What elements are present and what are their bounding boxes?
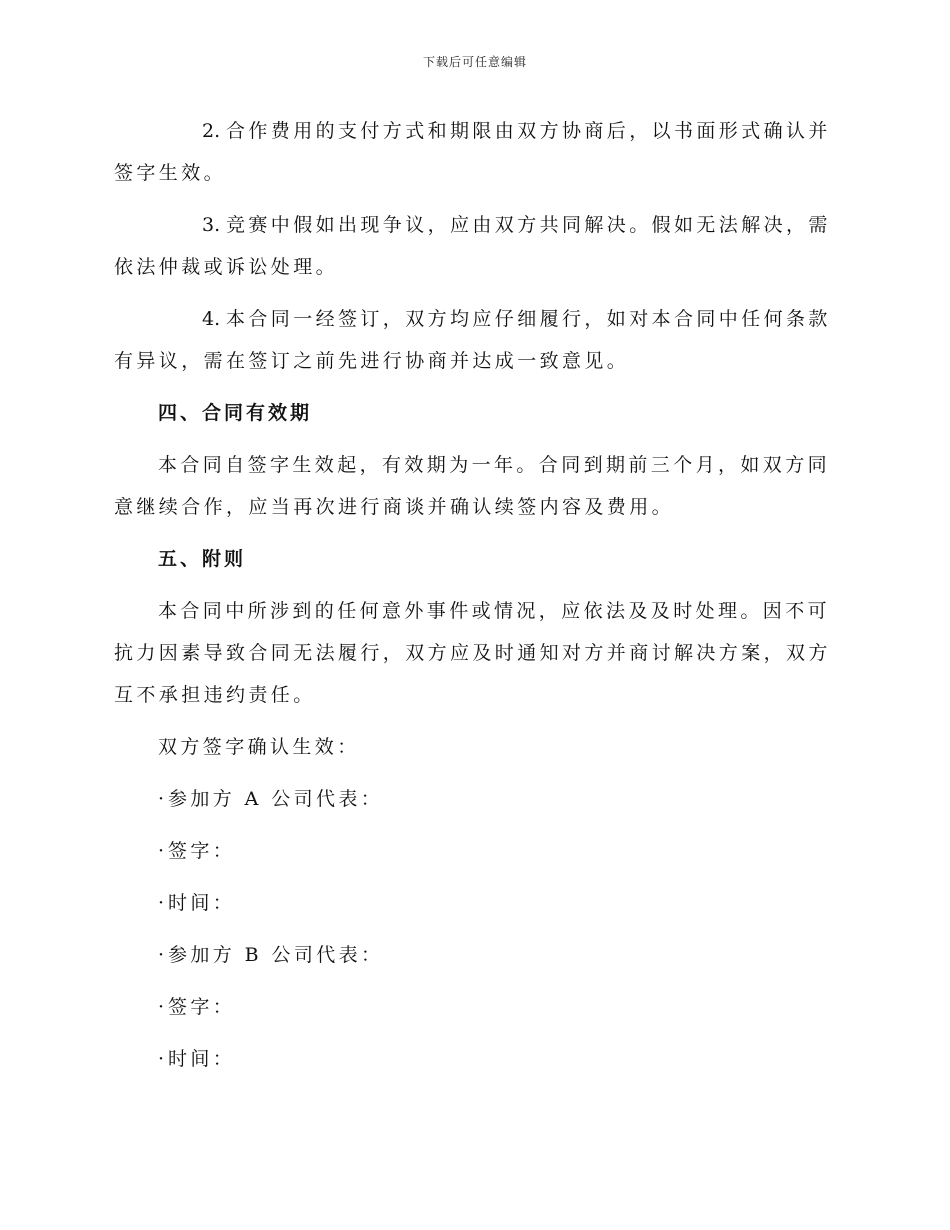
page-header: 下载后可任意编辑 <box>422 55 527 69</box>
clause-2 <box>114 110 834 194</box>
signature-intro: 双方签字确认生效： <box>158 736 360 758</box>
signature-line-label: 参加方 A 公司代表： <box>168 788 384 810</box>
bullet-dot-icon: · <box>158 840 165 862</box>
signature-line-party-b <box>114 934 834 976</box>
clause-text: 合作费用的支付方式和期限由双方协商后，以书面形式确认并签字生效。 <box>114 120 831 184</box>
signature-line-time-a <box>114 882 834 924</box>
clause-text: 本合同一经签订，双方均应仔细履行，如对本合同中任何条款有异议，需在签订之前先进行协商并达成一致意见。 <box>114 308 831 372</box>
clause-number: 3. <box>202 214 221 236</box>
signature-line-label: 签字： <box>168 996 236 1018</box>
signature-line-time-b <box>114 1038 834 1080</box>
bullet-dot-icon: · <box>158 1048 165 1070</box>
clause-number: 2. <box>202 120 221 142</box>
signature-line-label: 参加方 B 公司代表： <box>168 944 384 966</box>
bullet-dot-icon: · <box>158 892 165 914</box>
signature-line-sign-b <box>114 986 834 1028</box>
section-validity-body: 本合同自签字生效起，有效期为一年。合同到期前三个月，如双方同意继续合作，应当再次进行商谈并确认续签内容及费用。 <box>114 454 831 518</box>
signature-line-label: 时间： <box>168 892 236 914</box>
clause-text: 竞赛中假如出现争议，应由双方共同解决。假如无法解决，需依法仲裁或诉讼处理。 <box>114 214 831 278</box>
section-appendix-body: 本合同中所涉到的任何意外事件或情况，应依法及及时处理。因不可抗力因素导致合同无法履行，双方应及时通知对方并商讨解决方案，双方互不承担违约责任。 <box>114 600 831 706</box>
signature-line-sign-a <box>114 830 834 872</box>
clause-number: 4. <box>202 308 221 330</box>
signature-line-party-a <box>114 778 834 820</box>
section-heading-validity: 四、合同有效期 <box>158 402 313 424</box>
signature-line-label: 签字： <box>168 840 236 862</box>
bullet-dot-icon: · <box>158 944 165 966</box>
bullet-dot-icon: · <box>158 788 165 810</box>
clause-3 <box>114 204 834 288</box>
bullet-dot-icon: · <box>158 996 165 1018</box>
clause-4 <box>114 298 834 382</box>
signature-line-label: 时间： <box>168 1048 236 1070</box>
section-heading-appendix: 五、附则 <box>158 548 247 570</box>
document-body <box>114 110 834 1090</box>
